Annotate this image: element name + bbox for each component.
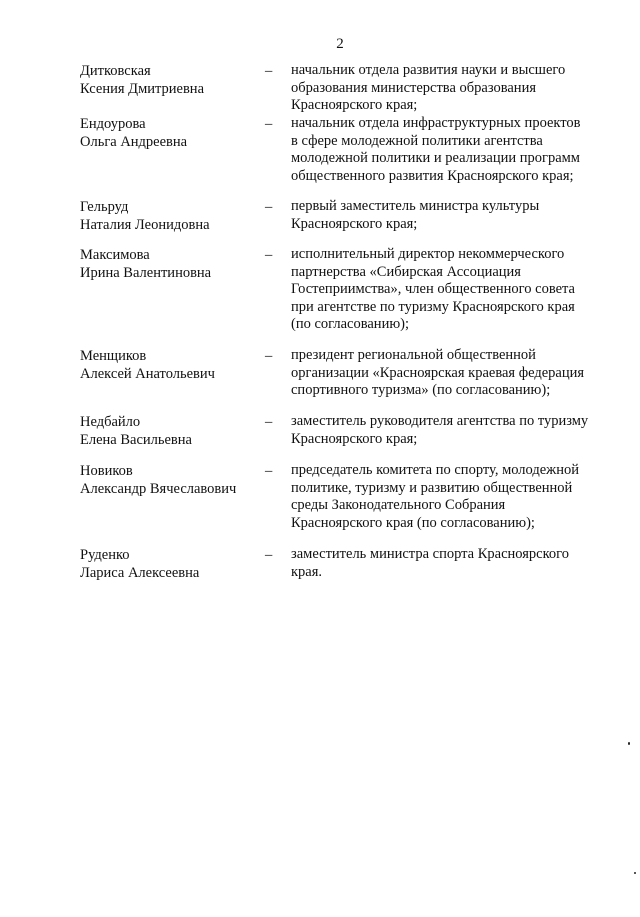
member-surname: Менщиков bbox=[80, 348, 147, 364]
position-line: председатель комитета по спорту, молодежной bbox=[291, 462, 579, 478]
position-line: заместитель руководителя агентства по туризму bbox=[291, 413, 589, 429]
page-number: 2 bbox=[336, 36, 344, 52]
member-given-name: Алексей Анатольевич bbox=[80, 366, 215, 382]
member-name bbox=[80, 347, 260, 383]
position-line: спортивного туризма» (по согласованию); bbox=[291, 382, 551, 398]
member-given-name: Лариса Алексеевна bbox=[80, 565, 200, 581]
position-line: заместитель министра спорта Красноярского bbox=[291, 546, 569, 562]
member-name bbox=[80, 62, 260, 98]
position-line: Красноярского края; bbox=[291, 215, 418, 232]
position-line: исполнительный директор некоммерческого bbox=[291, 246, 565, 262]
member-given-name: Ирина Валентиновна bbox=[80, 265, 212, 281]
position-line: при агентстве по туризму Красноярского края bbox=[291, 298, 575, 315]
member-given-name: Ольга Андреевна bbox=[80, 134, 188, 150]
position-line: в сфере молодежной политики агентства bbox=[291, 132, 543, 149]
dash-separator: – bbox=[265, 348, 273, 364]
member-position bbox=[291, 347, 611, 400]
position-line: партнерства «Сибирская Ассоциация bbox=[291, 263, 521, 280]
position-line: начальник отдела инфраструктурных проектов bbox=[291, 115, 581, 131]
member-position bbox=[291, 62, 611, 115]
member-surname: Гельруд bbox=[80, 199, 129, 215]
member-position bbox=[291, 462, 611, 532]
scan-speck bbox=[628, 742, 630, 745]
member-position bbox=[291, 246, 611, 334]
position-line: Красноярского края; bbox=[291, 430, 418, 447]
member-name bbox=[80, 413, 260, 449]
position-line: первый заместитель министра культуры bbox=[291, 198, 540, 214]
dash-separator: – bbox=[265, 63, 273, 79]
position-line: молодежной политики и реализации программ bbox=[291, 150, 580, 166]
member-position bbox=[291, 546, 611, 581]
member-name bbox=[80, 462, 260, 498]
member-position bbox=[291, 115, 611, 185]
member-given-name: Александр Вячеславович bbox=[80, 481, 237, 497]
dash-separator: – bbox=[265, 414, 273, 430]
position-line: организации «Красноярская краевая федерация bbox=[291, 364, 585, 381]
position-line: образования министерства образования bbox=[291, 79, 536, 96]
member-given-name: Ксения Дмитриевна bbox=[80, 81, 205, 97]
position-line: общественного развития Красноярского края; bbox=[291, 167, 574, 184]
scan-speck bbox=[634, 872, 636, 874]
member-name bbox=[80, 546, 260, 582]
position-line: Гостеприимства», член общественного совета bbox=[291, 281, 575, 297]
position-line: политике, туризму и развитию общественной bbox=[291, 479, 573, 496]
member-position bbox=[291, 413, 611, 448]
dash-separator: – bbox=[265, 247, 273, 263]
position-line: края. bbox=[291, 563, 323, 580]
member-given-name: Наталия Леонидовна bbox=[80, 217, 210, 233]
member-given-name: Елена Васильевна bbox=[80, 432, 192, 448]
dash-separator: – bbox=[265, 547, 273, 563]
member-surname: Максимова bbox=[80, 247, 150, 263]
member-name bbox=[80, 198, 260, 234]
member-name bbox=[80, 246, 260, 282]
member-surname: Руденко bbox=[80, 547, 130, 563]
position-line: среды Законодательного Собрания bbox=[291, 497, 506, 513]
position-line: Красноярского края; bbox=[291, 97, 418, 113]
position-line: начальник отдела развития науки и высшего bbox=[291, 62, 566, 78]
dash-separator: – bbox=[265, 116, 273, 132]
member-name bbox=[80, 115, 260, 151]
member-surname: Ендоурова bbox=[80, 116, 146, 132]
member-surname: Дитковская bbox=[80, 63, 151, 79]
position-line: президент региональной общественной bbox=[291, 347, 536, 363]
member-position bbox=[291, 198, 611, 233]
member-surname: Новиков bbox=[80, 463, 133, 479]
dash-separator: – bbox=[265, 463, 273, 479]
position-line: Красноярского края (по согласованию); bbox=[291, 514, 535, 531]
member-surname: Недбайло bbox=[80, 414, 141, 430]
position-line: (по согласованию); bbox=[291, 316, 410, 332]
dash-separator: – bbox=[265, 199, 273, 215]
